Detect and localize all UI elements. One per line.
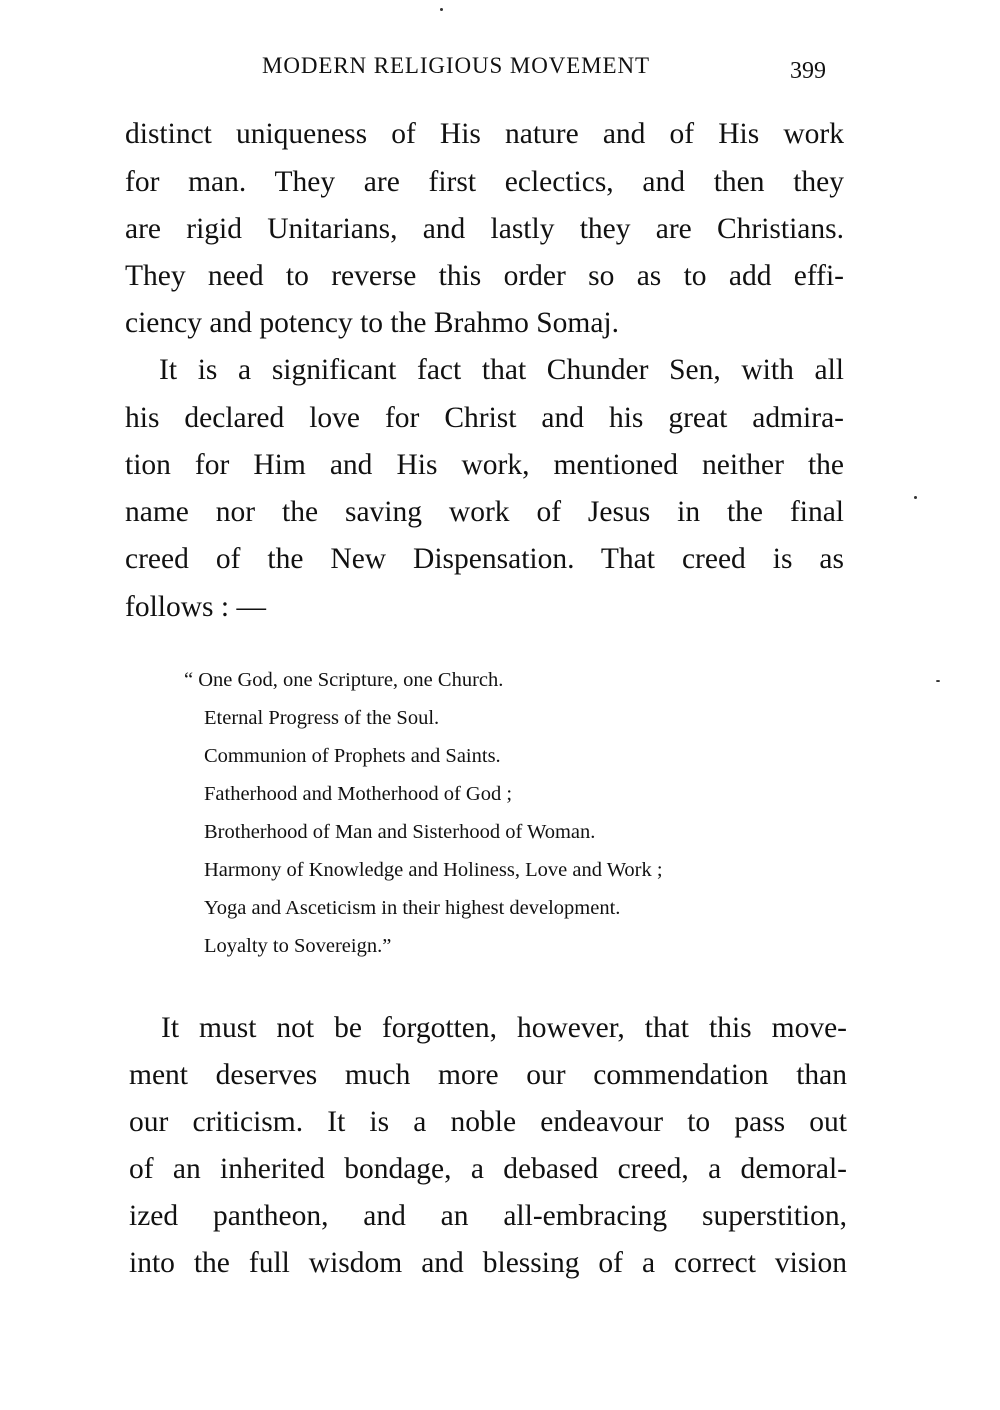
text-line: for man. They are first eclectics, and then they: [125, 166, 844, 198]
print-speck: [440, 8, 443, 11]
creed-line: Eternal Progress of the Soul.: [204, 707, 440, 729]
running-head: MODERN RELIGIOUS MOVEMENT: [262, 53, 650, 78]
text-line: of an inherited bondage, a debased creed, a demoral-: [129, 1153, 847, 1185]
text-line: It is a significant fact that Chunder Sen, with all: [159, 354, 844, 386]
creed-line: Brotherhood of Man and Sisterhood of Woman.: [204, 821, 596, 843]
text-line: creed of the New Dispensation. That creed is as: [125, 543, 844, 575]
creed-line: Fatherhood and Motherhood of God ;: [204, 783, 513, 805]
text-line: ment deserves much more our commendation than: [129, 1059, 847, 1091]
text-line: into the full wisdom and blessing of a correct vision: [129, 1247, 847, 1279]
text-line: our criticism. It is a noble endeavour to pass out: [129, 1106, 847, 1138]
text-line: follows : —: [125, 591, 266, 623]
page-number: 399: [790, 58, 826, 84]
text-line: name nor the saving work of Jesus in the final: [125, 496, 844, 528]
creed-line: Communion of Prophets and Saints.: [204, 745, 501, 767]
text-line: his declared love for Christ and his great admira-: [125, 402, 844, 434]
text-line: ciency and potency to the Brahmo Somaj.: [125, 307, 619, 339]
text-line: are rigid Unitarians, and lastly they are Christians.: [125, 213, 844, 245]
print-speck: [936, 680, 940, 682]
text-line: It must not be forgotten, however, that this move-: [161, 1012, 847, 1044]
creed-line: Harmony of Knowledge and Holiness, Love and Work ;: [204, 859, 663, 881]
text-line: tion for Him and His work, mentioned neither the: [125, 449, 844, 481]
print-speck: [914, 496, 917, 499]
text-line: distinct uniqueness of His nature and of His work: [125, 118, 844, 150]
creed-line: Loyalty to Sovereign.”: [204, 935, 392, 957]
text-line: ized pantheon, and an all-embracing superstition,: [129, 1200, 847, 1232]
creed-line: “ One God, one Scripture, one Church.: [184, 669, 504, 691]
creed-line: Yoga and Asceticism in their highest development.: [204, 897, 621, 919]
text-line: They need to reverse this order so as to add effi-: [125, 260, 844, 292]
